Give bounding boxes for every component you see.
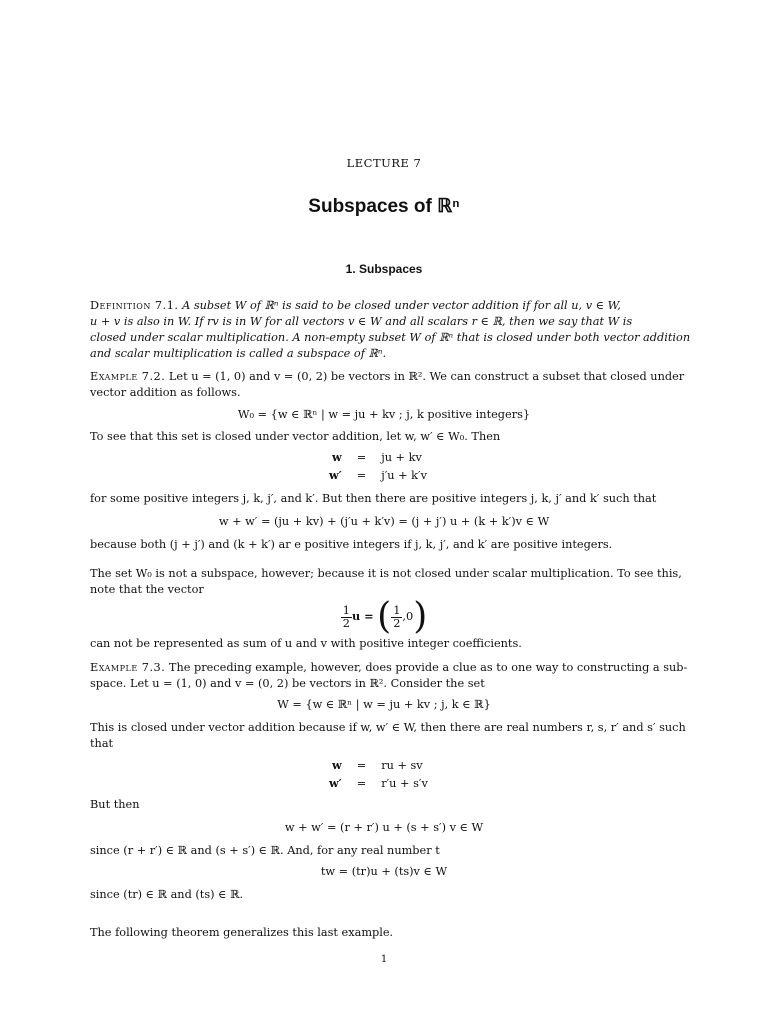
equation-scalar: tw = (tr)u + (ts)v ∈ W	[320, 865, 448, 878]
eq-rhs-w: ru + sv	[381, 758, 423, 772]
example-72-line-5: because both (j + j′) and (k + k′) ar e positive integers if j, k, j′, and k′ are positive integers.	[90, 538, 613, 551]
definition-label: Definition 7.1.	[90, 299, 179, 312]
eq-lhs-wprime: w′	[329, 468, 342, 482]
fraction-numerator: 1	[342, 603, 350, 617]
equation-w0-definition: W₀ = {w ∈ ℝⁿ | w = ju + kv ; j, k positive integers}	[237, 408, 531, 421]
equation-w-definition: W = {w ∈ ℝⁿ | w = ju + kv ; j, k ∈ ℝ}	[277, 698, 491, 711]
equation-array-real	[324, 756, 433, 792]
fraction-one-half	[341, 605, 352, 630]
example-72-line-1	[90, 369, 685, 384]
half-u-lhs: u =	[351, 609, 374, 623]
page-number: 1	[380, 954, 388, 965]
example-72-line-8: can not be represented as sum of u and v with positive integer coefficients.	[90, 637, 522, 650]
example-72-line-3: To see that this set is closed under vector addition, let w, w′ ∈ W₀. Then	[90, 430, 501, 443]
example-73-text-1: The preceding example, however, does provide a clue as to one way to constructing a sub-	[168, 661, 688, 674]
eq-rhs-wprime: j′u + k′v	[381, 468, 427, 482]
example-72-label: Example 7.2.	[90, 370, 166, 383]
eq-sign: =	[356, 450, 367, 464]
example-72-line-7: note that the vector	[90, 583, 204, 596]
example-72-line-2: vector addition as follows.	[90, 386, 241, 399]
equation-half-u	[0, 596, 768, 636]
equation-real-sum: w + w′ = (r + r′) u + (s + s′) v ∈ W	[284, 821, 484, 834]
fraction-denominator: 2	[342, 616, 350, 630]
example-72-line-4: for some positive integers j, k, j′, and k′. But then there are positive integers j, k, j′ and k′ such that	[90, 492, 657, 505]
right-paren: )	[413, 596, 428, 637]
fraction-one-half-inner	[391, 605, 402, 630]
section-heading: 1. Subspaces	[345, 262, 423, 276]
definition-line-4: and scalar multiplication is called a subspace of ℝⁿ.	[90, 347, 387, 360]
equation-sum: w + w′ = (ju + kv) + (j′u + k′v) = (j + j′) u + (k + k′)v ∈ W	[218, 515, 550, 528]
eq-sign: =	[356, 776, 367, 790]
example-73-line-3: This is closed under vector addition because if w, w′ ∈ W, then there are real numbers r, s, r′ and s′ such	[90, 721, 686, 734]
eq-lhs-w: w	[331, 450, 342, 464]
vector-tail: ,0	[402, 610, 414, 623]
example-73-line-5: But then	[90, 798, 140, 811]
closing-sentence: The following theorem generalizes this last example.	[90, 926, 394, 939]
example-73-line-2: space. Let u = (1, 0) and v = (0, 2) be vectors in ℝ². Consider the set	[90, 677, 485, 690]
eq-sign: =	[356, 468, 367, 482]
example-73-line-6: since (r + r′) ∈ ℝ and (s + s′) ∈ ℝ. And, for any real number t	[90, 844, 440, 857]
fraction-denominator: 2	[393, 616, 401, 630]
example-73-line-4: that	[90, 737, 114, 750]
eq-rhs-wprime: r′u + s′v	[381, 776, 428, 790]
example-73-line-7: since (tr) ∈ ℝ and (ts) ∈ ℝ.	[90, 888, 244, 901]
fraction-numerator: 1	[393, 603, 401, 617]
definition-text-1: A subset W of ℝⁿ is said to be closed under vector addition if for all u, v ∈ W,	[182, 299, 621, 312]
eq-lhs-wprime: w′	[329, 776, 342, 790]
example-72-text-1: Let u = (1, 0) and v = (0, 2) be vectors in ℝ². We can construct a subset that closed under	[168, 370, 685, 383]
example-72-line-6: The set W₀ is not a subspace, however; because it is not closed under scalar multiplication. To see this,	[90, 567, 682, 580]
page-title: Subspaces of ℝⁿ	[308, 196, 460, 217]
eq-lhs-w: w	[331, 758, 342, 772]
eq-sign: =	[356, 758, 367, 772]
definition-line-3: closed under scalar multiplication. A non-empty subset W of ℝⁿ that is closed under both vector addition	[90, 331, 691, 344]
example-73-line-1	[90, 660, 688, 675]
definition-line-1	[90, 298, 675, 313]
eq-rhs-w: ju + kv	[381, 450, 422, 464]
definition-line-2: u + v is also in W. If rv is in W for all vectors v ∈ W and all scalars r ∈ ℝ, then we say that W is	[90, 315, 633, 328]
left-paren: (	[377, 596, 392, 637]
lecture-label: LECTURE 7	[346, 156, 422, 170]
equation-array-w-wprime	[324, 448, 432, 484]
example-73-label: Example 7.3.	[90, 661, 166, 674]
